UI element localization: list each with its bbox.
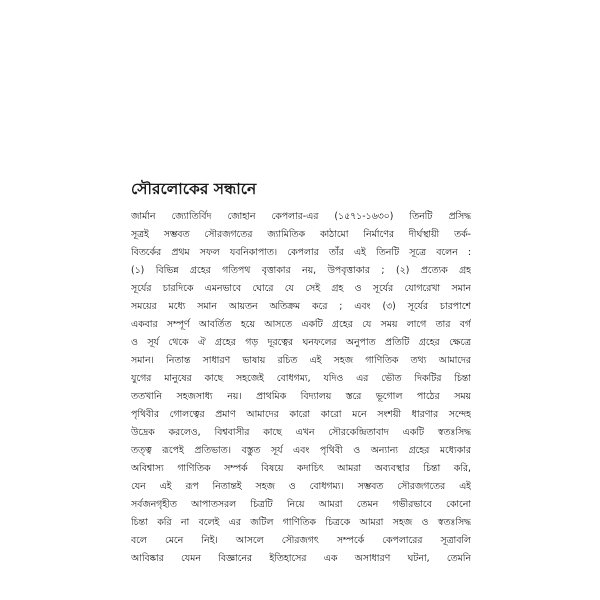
section-heading: সৌরলোকের সন্ধানে xyxy=(131,180,257,198)
text-line: অবিশ্বাস্য গাণিতিক সম্পর্ক বিষয়ে কদাচিৎ আমরা অব্যবস্থার চিন্তা করি, xyxy=(131,463,471,474)
text-line: একবার সম্পূর্ণ আবর্তিত হয়ে আসতে একটি গ্রহের যে সময় লাগে তার বর্গ xyxy=(131,319,471,330)
text-line: জার্মান জ্যোতির্বিদ জোহান কেপলার-এর (১৫৭১-১৬৩০) তিনটি প্রসিদ্ধ xyxy=(131,211,471,222)
text-line: সময়ের মধ্যে সমান আয়তন অতিক্রম করে ; এবং (৩) সূর্যের চারপাশে xyxy=(131,301,471,312)
text-line: পৃথিবীর গোলত্বের প্রমাণ আমাদের কারো কারো মনে সংশয়ী ধারণার সন্দেহ xyxy=(131,409,471,420)
text-line: সমান। নিতান্ত সাধারণ ভাষায় রচিত এই সহজ গাণিতিক তথ্য আমাদের xyxy=(131,355,471,366)
text-line: তত্ত্ব রূপেই প্রতিভাত। বস্তুত সূর্য এবং পৃথিবী ও অন্যান্য গ্রহের মধ্যেকার xyxy=(131,445,471,456)
text-line: উদ্রেক করলেও, বিশ্ববাসীর কাছে এখন সৌরকেন্দ্রিতাবাদ একটি স্বতঃসিদ্ধ xyxy=(131,427,471,438)
text-line: সর্বজনগৃহীত আপাতসরল চিত্রটি নিয়ে আমরা তেমন গভীরভাবে কোনো xyxy=(131,499,471,510)
text-line: যেন এই রূপ নিতান্তই সহজ ও বোধগম্য। সম্ভবত সৌরজগতের এই xyxy=(131,481,471,492)
text-line: ও সূর্য থেকে ঐ গ্রহের গড় দূরত্বের ঘনফলের অনুপাত প্রতিটি গ্রহের ক্ষেত্রে xyxy=(131,337,471,348)
body-paragraph xyxy=(131,208,471,568)
text-line: সূর্যের চারদিকে এমনভাবে ঘোরে যে সেই গ্রহ ও সূর্যের যোগরেখা সমান xyxy=(131,283,471,294)
text-line: চিন্তা করি না বলেই এর জটিল গাণিতিক চিত্রকে আমরা সহজ ও স্বতঃসিদ্ধ xyxy=(131,517,471,528)
text-line: সূত্রই সম্ভবত সৌরজগতের জ্যামিতিক কাঠামো নির্মাণের দীর্ঘস্থায়ী তর্ক- xyxy=(131,229,471,240)
text-line: যুগের মানুষের কাছে সহজেই বোধগম্য, যদিও এর ভৌত দিকটির চিন্তা xyxy=(131,373,471,384)
text-line: (১) বিভিন্ন গ্রহের গতিপথ বৃত্তাকার নয়, উপবৃত্তাকার ; (২) প্রত্যেক গ্রহ xyxy=(131,265,471,276)
text-line: ততখানি সহজসাধ্য নয়। প্রাথমিক বিদ্যালয় স্তরে ভূগোল পাঠের সময় xyxy=(131,391,471,402)
text-line: বিতর্কের প্রথম সফল যবনিকাপাত। কেপলার তাঁর এই তিনটি সূত্রে বলেন : xyxy=(131,247,471,258)
text-line: বলে মেনে নিই। আসলে সৌরজগৎ সম্পর্কে কেপলারের সূত্রাবলি xyxy=(131,535,471,546)
text-line: আবিষ্কার যেমন বিজ্ঞানের ইতিহাসের এক অসাধারণ ঘটনা, তেমনি xyxy=(131,553,471,564)
